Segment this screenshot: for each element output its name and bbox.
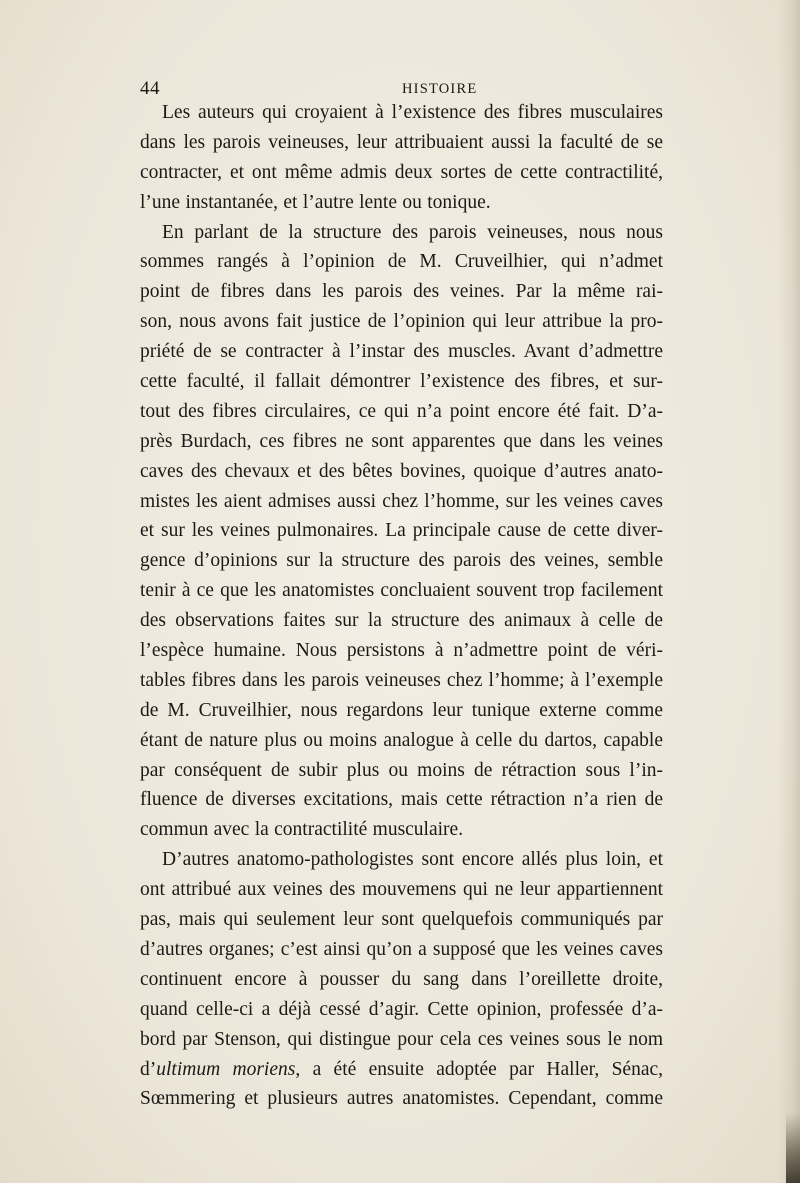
text-line: gence d’opinions sur la structure des parois des veines, semble xyxy=(140,550,663,572)
text-line: d’autres organes; c’est ainsi qu’on a supposé que les veines caves xyxy=(140,938,663,960)
text-line: Les auteurs qui croyaient à l’existence des fibres musculaires xyxy=(162,102,663,123)
text-line: l’espèce humaine. Nous persistons à n’admettre point de véri- xyxy=(140,640,663,662)
text-line: cette faculté, il fallait démontrer l’existence des fibres, et sur- xyxy=(140,371,663,393)
page-corner-shadow xyxy=(786,1113,800,1183)
page-number: 44 xyxy=(140,78,160,99)
text-fragment: , xyxy=(295,1058,313,1080)
text-line: tenir à ce que les anatomistes concluaient souvent trop facilement xyxy=(140,580,663,602)
text-line: et sur les veines pulmonaires. La principale cause de cette diver- xyxy=(140,520,663,542)
page-edge-shadow xyxy=(778,0,800,1183)
text-line: dans les parois veineuses, leur attribuaient aussi la faculté de se xyxy=(140,131,663,153)
text-line: ont attribué aux veines des mouvemens qui ne leur appartiennent xyxy=(140,879,663,901)
text-line: priété de se contracter à l’instar des muscles. Avant d’admettre xyxy=(140,341,663,363)
text-line: tables fibres dans les parois veineuses chez l’homme; à l’exemple xyxy=(140,669,663,691)
body-text xyxy=(140,98,663,1114)
text-line: son, nous avons fait justice de l’opinion qui leur attribue la pro- xyxy=(140,311,663,333)
text-line: mistes les aient admises aussi chez l’homme, sur les veines caves xyxy=(140,490,663,512)
text-line: continuent encore à pousser du sang dans l’oreillette droite, xyxy=(140,968,663,990)
text-line: commun avec la contractilité musculaire. xyxy=(140,819,464,841)
text-line: contracter, et ont même admis deux sortes de cette contractilité, xyxy=(140,161,663,183)
text-line: de M. Cruveilhier, nous regardons leur tunique externe comme xyxy=(140,699,663,721)
text-line: près Burdach, ces fibres ne sont apparentes que dans les veines xyxy=(140,430,663,452)
text-line: pas, mais qui seulement leur sont quelquefois communiqués par xyxy=(140,909,663,931)
text-line: Sœmmering et plusieurs autres anatomistes. Cependant, comme xyxy=(140,1088,663,1110)
text-line: tout des fibres circulaires, ce qui n’a point encore été fait. D’a- xyxy=(140,400,663,422)
text-line: l’une instantanée, et l’autre lente ou tonique. xyxy=(140,191,491,213)
running-title: HISTOIRE xyxy=(402,81,478,97)
italic-term: ultimum moriens xyxy=(156,1058,296,1080)
text-line: bord par Stenson, qui distingue pour cela ces veines sous le nom xyxy=(140,1028,663,1050)
text-line: sommes rangés à l’opinion de M. Cruveilhier, qui n’admet xyxy=(140,251,663,273)
text-line: point de fibres dans les parois des veines. Par la même rai- xyxy=(140,281,663,303)
text-line: D’autres anatomo-pathologistes sont encore allés plus loin, et xyxy=(162,849,663,871)
text-line-with-italic xyxy=(140,1055,663,1085)
text-line: étant de nature plus ou moins analogue à celle du dartos, capable xyxy=(140,729,663,751)
text-line: par conséquent de subir plus ou moins de rétraction sous l’in- xyxy=(140,759,663,781)
text-line: des observations faites sur la structure des animaux à celle de xyxy=(140,610,663,632)
text-line: En parlant de la structure des parois veineuses, nous nous xyxy=(162,221,663,243)
text-line: caves des chevaux et des bêtes bovines, quoique d’autres anato- xyxy=(140,460,663,482)
text-fragment: a été ensuite adoptée par Haller, Sénac, xyxy=(312,1058,664,1080)
text-fragment: d’ xyxy=(140,1058,157,1080)
text-line: quand celle-ci a déjà cessé d’agir. Cette opinion, professée d’a- xyxy=(140,998,663,1020)
text-line: fluence de diverses excitations, mais cette rétraction n’a rien de xyxy=(140,789,663,811)
